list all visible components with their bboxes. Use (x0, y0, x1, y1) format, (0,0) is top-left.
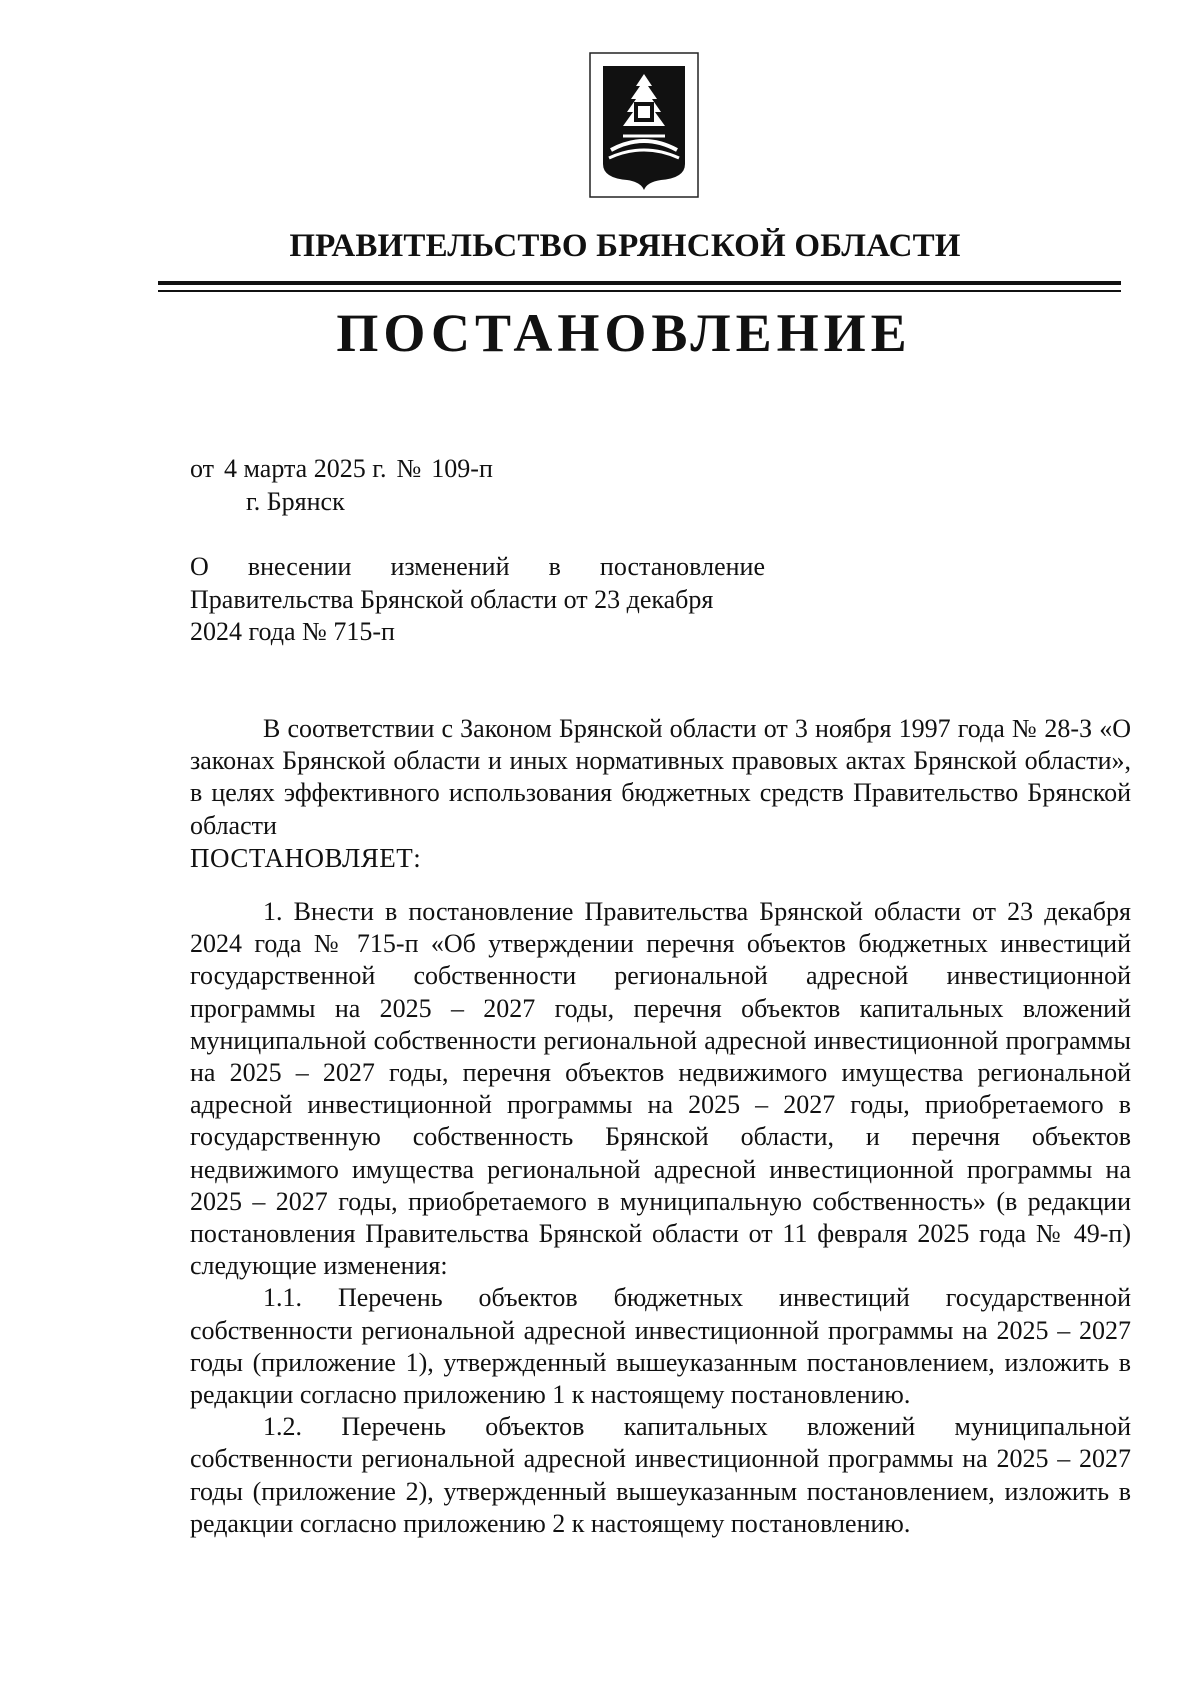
header-divider-thin (158, 290, 1121, 292)
bryansk-coat-of-arms-icon (589, 52, 699, 198)
document-body (190, 713, 1131, 1540)
subject-line-2: Правительства Брянской области от 23 декабря (190, 584, 714, 614)
subject-line-3: 2024 года № 715-п (190, 617, 395, 646)
organization-title: ПРАВИТЕЛЬСТВО БРЯНСКОЙ ОБЛАСТИ (289, 228, 961, 264)
preamble-paragraph: В соответствии с Законом Брянской области от 3 ноября 1997 года № 28-З «О законах Брянской области и иных нормативных правовых актах Брянской области», в целях эффективного использования бюджетных средств Правительство Брянской области (190, 714, 1131, 840)
number-sign: № (396, 454, 422, 483)
document-type-title: ПОСТАНОВЛЕНИЕ (336, 303, 912, 363)
item-1-paragraph: 1. Внести в постановление Правительства Брянской области от 23 декабря 2024 года № 715-п «Об утверждении перечня объектов бюджетных инвестиций государственной собственности региональной адресной инвестиционной программы на 2025 – 2027 годы, перечня объектов капитальных вложений муниципальной собственности региональной адресной инвестиционной программы на 2025 – 2027 годы, перечня объектов недвижимого имущества региональной адресной инвестиционной программы на 2025 – 2027 годы, приобретаемого в государственную собственность Брянской области, и перечня объектов недвижимого имущества региональной адресной инвестиционной программы на 2025 – 2027 годы, приобретаемого в муниципальную собственность» (в редакции постановления Правительства Брянской области от 11 февраля 2025 года № 49-п) следующие изменения: (190, 897, 1131, 1281)
header-divider-thick (158, 281, 1121, 285)
document-subject (190, 551, 765, 649)
date-prefix: от (190, 454, 215, 483)
item-1-2-paragraph: 1.2. Перечень объектов капитальных вложений муниципальной собственности региональной адресной инвестиционной программы на 2025 – 2027 годы (приложение 2), утвержденный вышеуказанным постановлением, изложить в редакции согласно приложению 2 к настоящему постановлению. (190, 1412, 1131, 1538)
decree-word: ПОСТАНОВЛЯЕТ: (190, 842, 422, 873)
subject-line-1: О внесении изменений в постановление (190, 552, 765, 581)
city: г. Брянск (246, 487, 345, 516)
document-number: 109-п (431, 454, 493, 483)
document-date: 4 марта 2025 г. (224, 454, 387, 483)
date-number-line (190, 454, 493, 484)
item-1-1-paragraph: 1.1. Перечень объектов бюджетных инвестиций государственной собственности региональной адресной инвестиционной программы на 2025 – 2027 годы (приложение 1), утвержденный вышеуказанным постановлением, изложить в редакции согласно приложению 1 к настоящему постановлению. (190, 1283, 1131, 1410)
